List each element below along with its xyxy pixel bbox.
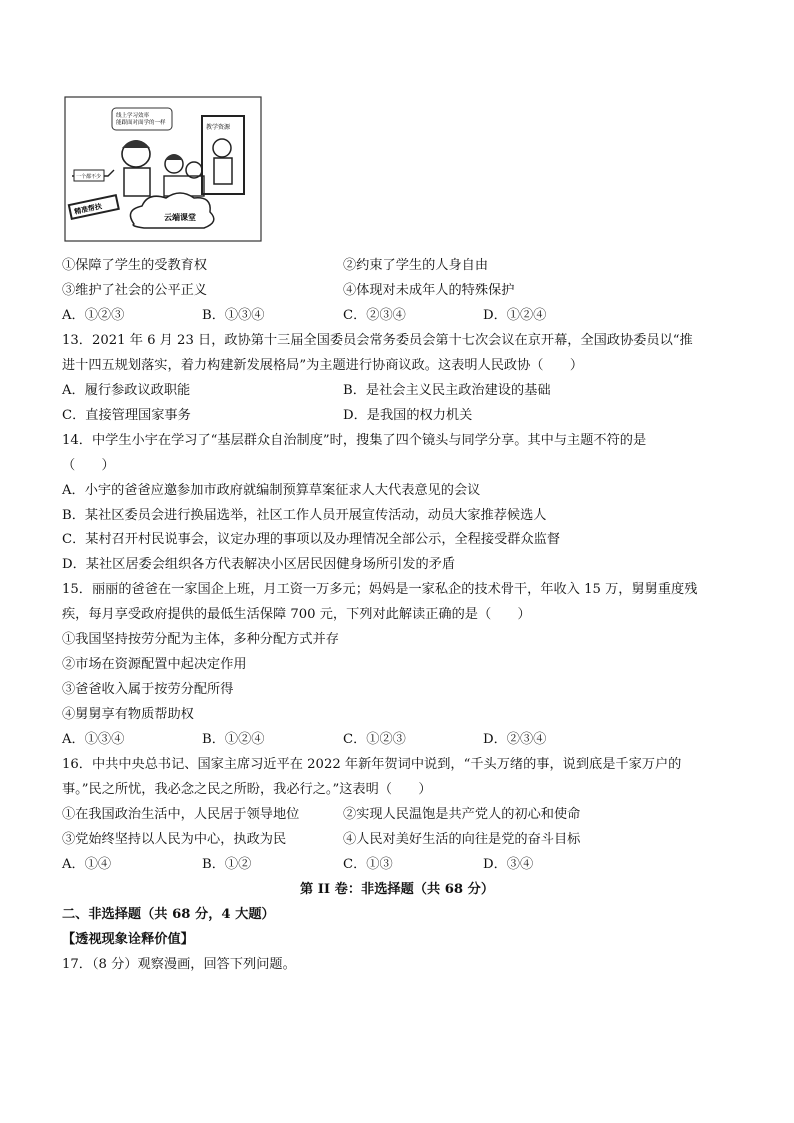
q14-stem-line-1: 14．中学生小宇在学习了“基层群众自治制度”时，搜集了四个镜头与同学分享。其中与主题不符的是	[62, 433, 647, 448]
q15-option-b[interactable]: B．①②④	[202, 732, 265, 747]
q14-option-b[interactable]: B．某社区委员会进行换届选举，社区工作人员开展宣传活动，动员大家推荐候选人	[62, 508, 547, 523]
q15-stem-line-2: 疾，每月享受政府提供的最低生活保障 700 元，下列对此解读正确的是（ ）	[62, 607, 531, 622]
q15-option-c[interactable]: C．①②③	[343, 732, 406, 747]
q17-stem: 17．（8 分）观察漫画，回答下列问题。	[62, 957, 296, 972]
q16-statement-2: ②实现人民温饱是共产党人的初心和使命	[343, 807, 581, 822]
q13-option-c[interactable]: C．直接管理国家事务	[62, 408, 191, 423]
q13-stem-line-1: 13．2021 年 6 月 23 日，政协第十三届全国委员会常务委员会第十七次会议在京开幕，全国政协委员以“推	[62, 333, 693, 348]
board-label: 教学资源	[206, 124, 231, 131]
part2-heading: 第 II 卷：非选择题（共 68 分）	[299, 882, 495, 897]
q15-stem-line-1: 15．丽丽的爸爸在一家国企上班，月工资一万多元；妈妈是一家私企的技术骨干，年收入 15 万，舅舅重度残	[62, 582, 698, 597]
q16-statement-3: ③党始终坚持以人民为中心，执政为民	[62, 832, 287, 847]
q12-statement-2: ②约束了学生的人身自由	[343, 258, 489, 273]
q16-option-d[interactable]: D．③④	[483, 857, 534, 872]
q12-option-a[interactable]: A．①②③	[62, 308, 125, 323]
q16-stem-line-1: 16．中共中央总书记、国家主席习近平在 2022 年新年贺词中说到，“千头万绪的事，说到底是千家万户的	[62, 757, 682, 772]
cartoon-cloud-classroom	[64, 96, 262, 242]
speech-bubble-text: 线上学习效率能跟面对面学的一样	[116, 113, 166, 126]
banner-label: 精准帮扶	[73, 202, 103, 217]
q12-option-b[interactable]: B．①③④	[202, 308, 265, 323]
q12-statement-3: ③维护了社会的公平正义	[62, 283, 208, 298]
q15-statement-3: ③爸爸收入属于按劳分配所得	[62, 682, 234, 697]
q14-option-a[interactable]: A．小宇的爸爸应邀参加市政府就编制预算草案征求人大代表意见的会议	[62, 483, 481, 498]
arrow-label: 一个都不少	[76, 174, 102, 180]
q16-statement-4: ④人民对美好生活的向往是党的奋斗目标	[343, 832, 581, 847]
q14-option-d[interactable]: D．某社区居委会组织各方代表解决小区居民因健身场所引发的矛盾	[62, 557, 456, 572]
q16-option-c[interactable]: C．①③	[343, 857, 393, 872]
q13-option-a[interactable]: A．履行参政议政职能	[62, 383, 191, 398]
section-heading: 二、非选择题（共 68 分，4 大题）	[62, 907, 275, 922]
q16-stem-line-2: 事。”民之所忧，我必念之民之所盼，我必行之。”这表明（ ）	[62, 782, 432, 797]
q15-option-d[interactable]: D．②③④	[483, 732, 547, 747]
q13-option-b[interactable]: B．是社会主义民主政治建设的基础	[343, 383, 551, 398]
q12-statement-1: ①保障了学生的受教育权	[62, 258, 208, 273]
q15-option-a[interactable]: A．①③④	[62, 732, 125, 747]
q16-option-b[interactable]: B．①②	[202, 857, 252, 872]
q15-statement-1: ①我国坚持按劳分配为主体，多种分配方式并存	[62, 632, 339, 647]
q15-statement-2: ②市场在资源配置中起决定作用	[62, 657, 247, 672]
q15-statement-4: ④舅舅享有物质帮助权	[62, 707, 194, 722]
q16-option-a[interactable]: A．①④	[62, 857, 112, 872]
q12-statement-4: ④体现对未成年人的特殊保护	[343, 283, 515, 298]
q12-option-d[interactable]: D．①②④	[483, 308, 547, 323]
q14-stem-line-2: （ ）	[62, 458, 115, 473]
topic-heading: 【透视现象诠释价值】	[62, 932, 194, 947]
q13-option-d[interactable]: D．是我国的权力机关	[343, 408, 473, 423]
q12-option-c[interactable]: C．②③④	[343, 308, 406, 323]
q13-stem-line-2: 进十四五规划落实，着力构建新发展格局”为主题进行协商议政。这表明人民政协（ ）	[62, 358, 584, 373]
q14-option-c[interactable]: C．某村召开村民说事会，议定办理的事项以及办理情况全部公示，全程接受群众监督	[62, 532, 561, 547]
cloud-label: 云端课堂	[164, 213, 196, 222]
q16-statement-1: ①在我国政治生活中，人民居于领导地位	[62, 807, 300, 822]
